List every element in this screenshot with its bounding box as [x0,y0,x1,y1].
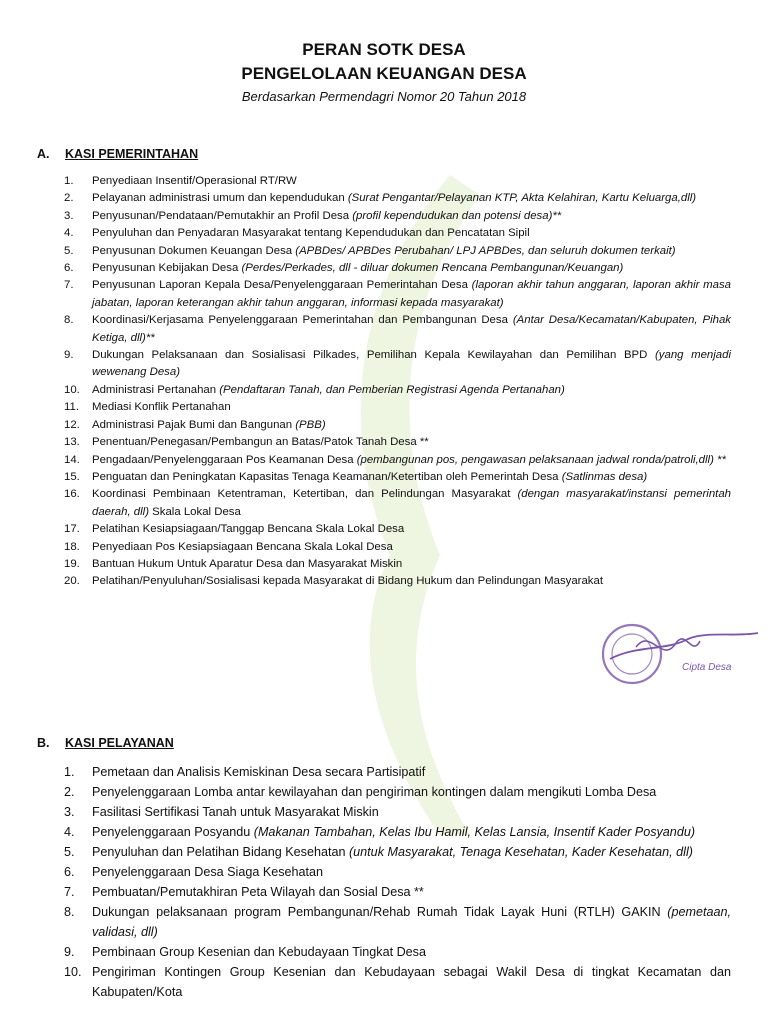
list-item [64,243,731,260]
list-item [64,469,731,486]
item-number: 20. [64,575,80,588]
item-note: (laporan akhir tahun anggaran, laporan akhir masa jabatan, laporan keterangan akhir tahun anggaran, informasi kepada masyarakat) [92,279,731,309]
list-item [64,862,731,882]
item-text: Bantuan Hukum Untuk Aparatur Desa dan Masyarakat Miskin [92,557,403,570]
item-text: Penyuluhan dan Pelatihan Bidang Kesehatan [92,845,349,859]
item-number: 2. [64,192,74,205]
document-title: PERAN SOTK DESA [302,40,466,59]
list-item [64,842,731,862]
list-item [64,260,731,277]
item-text: Penyelenggaraan Lomba antar kewilayahan dan pengiriman kontingen dalam mengikuti Lomba Desa [92,785,657,799]
item-text: Pembuatan/Pemutakhiran Peta Wilayah dan Sosial Desa ** [92,885,424,899]
item-number: 14. [64,453,80,466]
item-text: Pemetaan dan Analisis Kemiskinan Desa secara Partisipatif [92,765,426,779]
list-item [64,225,731,242]
list-item [64,882,731,902]
item-text: Penentuan/Penegasan/Pembangun an Batas/Patok Tanah Desa ** [92,436,429,449]
section-a-name: KASI PEMERINTAHAN [65,147,199,161]
item-text: Dukungan Pelaksanaan dan Sosialisasi Pilkades, Pemilihan Kepala Kewilayahan dan Pemilihan BPD [92,349,655,362]
item-text: Fasilitasi Sertifikasi Tanah untuk Masyarakat Miskin [92,805,379,819]
item-note: (pembangunan pos, pengawasan pelaksanaan jadwal ronda/patroli,dll) ** [356,453,726,466]
item-number: 8. [64,905,75,919]
item-text: Pengiriman Kontingen Group Kesenian dan Kebudayaan sebagai Wakil Desa di tingkat Kecamatan dan Kabupaten/Kota [92,965,731,999]
list-item [64,399,731,416]
list-item [64,902,731,942]
item-text: Koordinasi Pembinaan Ketentraman, Ketertiban, dan Pelindungan Masyarakat [92,488,518,501]
item-text: Penyusunan Dokumen Keuangan Desa [92,244,296,257]
item-number: 4. [64,825,75,839]
item-note: (yang menjadi wewenang Desa) [92,349,731,379]
item-note: (Pendaftaran Tanah, dan Pemberian Registrasi Agenda Pertanahan) [219,383,565,396]
list-item [64,452,731,469]
list-item [64,802,731,822]
item-number: 5. [64,845,75,859]
item-text-tail: Skala Lokal Desa [149,505,241,518]
list-item [64,208,731,225]
item-number: 2. [64,785,75,799]
section-b-list [64,762,731,1002]
item-text: Pelatihan/Penyuluhan/Sosialisasi kepada Masyarakat di Bidang Hukum dan Pelindungan Masyarakat [92,575,603,588]
section-a-list [64,173,731,591]
item-note: (pemetaan, validasi, dll) [92,905,731,939]
list-item [64,434,731,451]
item-text: Administrasi Pertanahan [92,383,220,396]
item-number: 12. [64,418,80,431]
item-text: Penyediaan Insentif/Operasional RT/RW [92,175,297,187]
item-note: (Perdes/Perkades, dll - diluar dokumen Rencana Pembangunan/Keuangan) [241,262,624,275]
document-subtitle: PENGELOLAAN KEUANGAN DESA [241,64,527,83]
item-number: 3. [64,805,75,819]
item-note: (Antar Desa/Kecamatan/Kabupaten, Pihak Ketiga, dll)** [92,314,731,344]
item-note: (Satlinmas desa) [561,470,648,483]
item-text: Mediasi Konflik Pertanahan [92,401,231,414]
list-item [64,347,731,382]
item-number: 9. [64,945,75,959]
item-number: 15. [64,470,80,483]
list-item [64,573,731,590]
item-number: 7. [64,885,75,899]
list-item [64,521,731,538]
section-b-heading [37,736,174,750]
item-number: 4. [64,227,74,240]
list-item [64,942,731,962]
item-text: Pelatihan Kesiapsiagaan/Tanggap Bencana Skala Lokal Desa [92,523,405,536]
item-text: Administrasi Pajak Bumi dan Bangunan [92,418,296,431]
item-text: Penyuluhan dan Penyadaran Masyarakat tentang Kependudukan dan Pencatatan Sipil [92,227,530,240]
list-item [64,962,731,1002]
list-item [64,277,731,312]
list-item [64,762,731,782]
item-number: 13. [64,436,80,449]
item-text: Penyusunan Laporan Kepala Desa/Penyelenggaraan Pemerintahan Desa [92,279,472,292]
item-text: Penyediaan Pos Kesiapsiagaan Bencana Skala Lokal Desa [92,540,393,553]
item-note: (Makanan Tambahan, Kelas Ibu Hamil, Kelas Lansia, Insentif Kader Posyandu) [253,825,696,839]
list-item [64,539,731,556]
document-reference: Berdasarkan Permendagri Nomor 20 Tahun 2018 [241,89,527,104]
item-note: (Surat Pengantar/Pelayanan KTP, Akta Kelahiran, Kartu Keluarga,dll) [347,192,697,205]
item-text: Penyelenggaraan Posyandu [92,825,254,839]
item-text: Pengadaan/Penyelenggaraan Pos Keamanan Desa [92,453,357,466]
stamp-label: Cipta Desa [682,662,732,673]
item-text: Pelayanan administrasi umum dan kependudukan [92,192,348,205]
list-item [64,382,731,399]
section-b-name: KASI PELAYANAN [65,736,174,750]
item-number: 1. [64,765,75,779]
list-item [64,417,731,434]
item-note: (profil kependudukan dan potensi desa)** [352,209,562,222]
item-number: 18. [64,540,80,553]
item-number: 10. [64,965,82,979]
item-note: (PBB) [295,418,326,431]
item-number: 7. [64,279,74,292]
list-item [64,486,731,521]
item-text: Koordinasi/Kerjasama Penyelenggaraan Pemerintahan dan Pembangunan Desa [92,314,513,327]
item-text: Penyusunan/Pendataan/Pemutakhir an Profil Desa [92,209,353,222]
item-text: Penyusunan Kebijakan Desa [92,262,242,275]
list-item [64,822,731,842]
item-note: (dengan masyarakat/instansi pemerintah daerah, dll) [92,488,731,518]
list-item [64,173,731,190]
item-number: 16. [64,488,80,501]
item-number: 19. [64,557,80,570]
item-number: 8. [64,314,74,327]
item-text: Dukungan pelaksanaan program Pembangunan/Rehab Rumah Tidak Layak Huni (RTLH) GAKIN [92,905,668,919]
item-number: 17. [64,523,80,536]
item-number: 1. [64,175,74,187]
item-text: Penyelenggaraan Desa Siaga Kesehatan [92,865,324,879]
item-number: 10. [64,383,80,396]
item-number: 5. [64,244,74,257]
item-number: 6. [64,865,75,879]
list-item [64,556,731,573]
item-note: (untuk Masyarakat, Tenaga Kesehatan, Kader Kesehatan, dll) [348,845,693,859]
item-text: Pembinaan Group Kesenian dan Kebudayaan Tingkat Desa [92,945,426,959]
list-item [64,190,731,207]
official-stamp [596,617,766,691]
item-number: 6. [64,262,74,275]
section-b-letter: B. [37,736,50,750]
item-note: (APBDes/ APBDes Perubahan/ LPJ APBDes, dan seluruh dokumen terkait) [295,244,676,257]
item-text: Penguatan dan Peningkatan Kapasitas Tenaga Keamanan/Ketertiban oleh Pemerintah Desa [92,470,562,483]
section-a-heading [37,147,198,161]
section-a-letter: A. [37,147,50,161]
item-number: 3. [64,209,74,222]
item-number: 9. [64,349,74,362]
list-item [64,312,731,347]
list-item [64,782,731,802]
item-number: 11. [64,401,79,414]
